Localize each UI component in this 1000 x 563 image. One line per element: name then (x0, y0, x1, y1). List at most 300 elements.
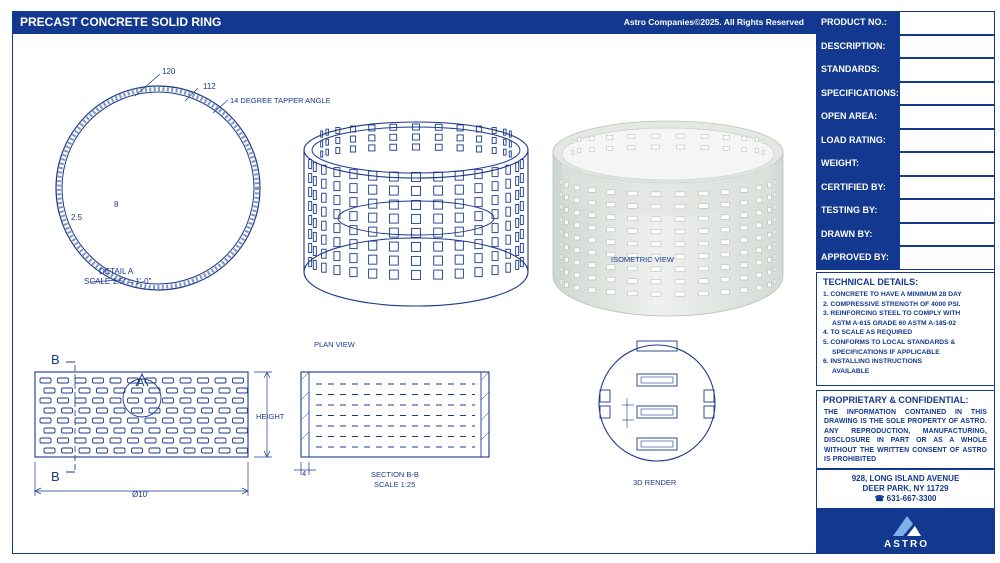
prop-value[interactable] (899, 246, 995, 270)
plan-slot (389, 228, 398, 237)
elevation-slot (145, 418, 156, 423)
iso-slot (651, 242, 661, 247)
prop-row-weight (816, 152, 995, 176)
elevation-slot (97, 448, 108, 453)
iso-slot (740, 200, 747, 205)
elevation-slot (145, 398, 156, 403)
iso-slot (651, 229, 661, 234)
prop-row-description (816, 35, 995, 59)
plan-slot (369, 269, 377, 278)
plan-slot (334, 266, 340, 275)
iso-slot (560, 217, 562, 222)
iso-slot (721, 252, 729, 256)
plan-slot (389, 256, 398, 265)
plan-slot (520, 230, 523, 239)
iso-slot (565, 283, 568, 288)
elevation-slot (233, 438, 244, 443)
elevation-slot (97, 388, 108, 393)
iso-slot (565, 233, 568, 238)
plan-slot (412, 172, 421, 181)
plan-slot (506, 207, 511, 216)
plan-slot (350, 212, 357, 221)
iso-slot (756, 198, 761, 203)
technical-item: 1. CONCRETE TO HAVE A MINIMUM 28 DAY (823, 291, 962, 298)
plan-slot (412, 270, 421, 279)
iso-slot (560, 267, 562, 272)
elevation-slot (202, 388, 213, 393)
plan-slot (334, 196, 340, 205)
elevation-slot (215, 398, 226, 403)
iso-slot (740, 225, 747, 230)
iso-slot (607, 227, 615, 232)
plan-slot (506, 235, 511, 244)
iso-slot (588, 275, 595, 280)
elevation-slot (184, 448, 195, 453)
prop-label: DESCRIPTION: (816, 35, 899, 59)
iso-slot (560, 192, 562, 197)
plan-slot (516, 218, 519, 227)
plan-slot (520, 216, 523, 225)
iso-slot (588, 200, 595, 205)
elevation-slot (110, 418, 121, 423)
iso-slot (740, 288, 747, 293)
iso-slot (740, 250, 747, 255)
plan-slot-back (390, 144, 397, 150)
iso-slot (607, 202, 615, 207)
elevation-slot (167, 388, 178, 393)
iso-slot (740, 238, 747, 243)
iso-slot (588, 213, 595, 218)
technical-item: 4. TO SCALE AS REQUIRED (823, 329, 913, 337)
plan-slot-back (457, 125, 463, 131)
iso-slot (607, 277, 615, 282)
iso-slot (768, 183, 771, 188)
prop-row-standards (816, 58, 995, 82)
plan-slot-back (492, 137, 496, 143)
plan-view-slots (309, 124, 524, 279)
isometric-render (553, 121, 783, 316)
iso-slot (774, 267, 776, 272)
elevation-slot (93, 398, 104, 403)
iso-slot (651, 292, 661, 297)
plan-slot-back (369, 145, 375, 151)
drawing-title: PRECAST CONCRETE SOLID RING (20, 15, 222, 29)
iso-slot (574, 248, 579, 253)
plan-slot-back (413, 134, 420, 140)
plan-slot-back (476, 136, 481, 142)
elevation-slot (62, 388, 73, 393)
iso-slot (574, 273, 579, 278)
iso-slot (699, 216, 708, 221)
plan-slot-back (350, 136, 355, 142)
elevation-slot (44, 428, 55, 433)
elevation-slot (93, 378, 104, 383)
elevation-slot (79, 388, 90, 393)
elevation-slot (58, 418, 69, 423)
iso-slot (768, 245, 771, 250)
prop-row-specifications (816, 82, 995, 106)
prop-value[interactable] (899, 11, 995, 35)
taper-note: 14 DEGREE TAPPER ANGLE (230, 96, 331, 105)
plan-slot (492, 182, 498, 191)
elevation-slot (75, 438, 86, 443)
plan-slot-back (336, 137, 340, 143)
iso-slot (574, 235, 579, 240)
iso-slot-back (652, 145, 660, 149)
plan-slot (412, 228, 421, 237)
prop-value[interactable] (899, 82, 995, 106)
plan-slot-back (509, 151, 511, 157)
iso-slot (675, 229, 685, 234)
plan-slot (412, 186, 421, 195)
prop-value[interactable] (899, 223, 995, 247)
iso-slot (756, 223, 761, 228)
dim-120: 120 (162, 67, 176, 76)
elevation-slot (97, 428, 108, 433)
plan-slot (369, 241, 377, 250)
plan-slot (516, 162, 519, 171)
prop-label: STANDARDS: (816, 58, 899, 82)
prop-label: LOAD RATING: (816, 129, 899, 153)
plan-slot (313, 232, 316, 241)
plan-slot-back (326, 129, 328, 135)
iso-slot (574, 223, 579, 228)
plan-slot (334, 252, 340, 261)
plan-slot (412, 214, 421, 223)
elevation-slot (58, 438, 69, 443)
elevation-slot (233, 378, 244, 383)
plan-slot (389, 172, 398, 181)
detail-a-title: DETAIL A (99, 267, 134, 276)
prop-label: DRAWN BY: (816, 223, 899, 247)
elevation-slot (198, 378, 209, 383)
plan-slot (389, 214, 398, 223)
plan-slot (516, 190, 519, 199)
iso-slot (675, 192, 685, 197)
plan-slot (516, 246, 519, 255)
plan-slot-back (435, 134, 442, 140)
elevation-slot (215, 378, 226, 383)
iso-slot-back (762, 139, 764, 143)
iso-slot-back (723, 135, 729, 139)
prop-value[interactable] (899, 199, 995, 223)
iso-slot (628, 266, 637, 271)
plan-slot (434, 186, 443, 195)
iso-slot (699, 291, 708, 296)
iso-slot (565, 245, 568, 250)
plan-slot (412, 256, 421, 265)
plan-slot (492, 252, 498, 261)
plan-slot (350, 254, 357, 263)
technical-item: 5. CONFORMS TO LOCAL STANDARDS & (823, 338, 956, 346)
iso-slot-back (742, 147, 747, 151)
plan-slot (369, 185, 377, 194)
iso-slot (574, 285, 579, 290)
elevation-slot (40, 378, 51, 383)
prop-row-drawn-by (816, 223, 995, 247)
plan-slot (309, 202, 312, 211)
elevation-slot (219, 448, 230, 453)
technical-details (816, 272, 995, 386)
plan-slot (434, 256, 443, 265)
iso-slot-back (652, 134, 660, 138)
address-block (816, 469, 995, 509)
plan-slot (389, 186, 398, 195)
wall-dim: 4 (302, 469, 307, 478)
elevation-slot (75, 378, 86, 383)
plan-slot (309, 230, 312, 239)
iso-slot (675, 267, 685, 272)
iso-slot (560, 230, 562, 235)
elevation-slot (58, 398, 69, 403)
isometric-view-label: ISOMETRIC VIEW (611, 255, 674, 264)
elevation-slot (180, 418, 191, 423)
prop-row-product-no (816, 11, 995, 35)
iso-slot (607, 240, 615, 245)
plan-slot (309, 244, 312, 253)
prop-value[interactable] (899, 152, 995, 176)
iso-slot (774, 242, 776, 247)
plan-slot (434, 242, 443, 251)
plan-slot-back (390, 134, 397, 140)
plan-slot-back (350, 146, 355, 152)
iso-slot (628, 204, 637, 209)
iso-slot (699, 266, 708, 271)
plan-slot (492, 196, 498, 205)
plan-slot (313, 176, 316, 185)
iso-slot (565, 183, 568, 188)
elevation-slot (219, 428, 230, 433)
plan-slot (369, 213, 377, 222)
iso-slot (768, 208, 771, 213)
iso-slot (699, 279, 708, 284)
elevation-slot (219, 408, 230, 413)
iso-slot (588, 188, 595, 193)
iso-slot (651, 192, 661, 197)
plan-slot (475, 268, 482, 277)
elevation-slot (40, 398, 51, 403)
plan-slot (412, 242, 421, 251)
elevation-slot (114, 388, 125, 393)
section-mark-b-top: B (51, 352, 60, 367)
elevation-slot (62, 428, 73, 433)
plan-slot (520, 174, 523, 183)
prop-value[interactable] (899, 105, 995, 129)
iso-slot (651, 279, 661, 284)
plan-slot (369, 255, 377, 264)
elevation-slot (110, 378, 121, 383)
plan-slot (322, 235, 327, 244)
address-line-1: 928, LONG ISLAND AVENUE (851, 474, 960, 483)
iso-slot (560, 205, 562, 210)
elevation-slot (233, 418, 244, 423)
plan-slot (322, 263, 327, 272)
plan-slot-back (326, 139, 328, 145)
iso-slot (565, 195, 568, 200)
iso-slot-back (589, 147, 594, 151)
elevation-slot (44, 408, 55, 413)
plan-slot (520, 202, 523, 211)
plan-slot (389, 270, 398, 279)
iso-slot-back (572, 150, 574, 154)
plan-slot (313, 190, 316, 199)
elevation-slot (93, 418, 104, 423)
elevation-slot (44, 448, 55, 453)
iso-slot (675, 292, 685, 297)
elevation-slot (75, 398, 86, 403)
iso-slot (588, 263, 595, 268)
elevation-slot (149, 448, 160, 453)
plan-slot (455, 255, 463, 264)
elevation-slot (40, 418, 51, 423)
elevation-slot (145, 438, 156, 443)
plan-slot-back (321, 131, 323, 137)
plan-slot (313, 246, 316, 255)
plan-slot (455, 241, 463, 250)
dim-8: 8 (114, 200, 119, 209)
prop-label: WEIGHT: (816, 152, 899, 176)
elevation-slot (167, 408, 178, 413)
iso-slot (607, 265, 615, 270)
prop-value[interactable] (899, 176, 995, 200)
iso-slot (560, 255, 562, 260)
prop-row-open-area (816, 105, 995, 129)
plan-slot-back (492, 147, 496, 153)
iso-slot-back (723, 146, 729, 150)
elevation-slot (163, 398, 174, 403)
iso-slot (628, 279, 637, 284)
iso-slot (768, 270, 771, 275)
iso-slot (774, 180, 776, 185)
dim-2-5: 2.5 (71, 213, 83, 222)
iso-slot (756, 235, 761, 240)
iso-slot (565, 258, 568, 263)
elevation-slot (128, 438, 139, 443)
copyright-text: Astro Companies©2025. All Rights Reserved (623, 17, 804, 27)
iso-slot (628, 216, 637, 221)
iso-slot-back (578, 149, 581, 153)
plan-slot-back (369, 125, 375, 131)
technical-details-title: TECHNICAL DETAILS: (823, 277, 919, 287)
iso-slot (774, 255, 776, 260)
iso-slot (756, 210, 761, 215)
plan-slot (516, 232, 519, 241)
iso-slot (675, 204, 685, 209)
plan-slot (492, 238, 498, 247)
plan-view-ring (304, 122, 528, 306)
iso-slot (699, 254, 708, 258)
elevation-slot (79, 428, 90, 433)
prop-value[interactable] (899, 129, 995, 153)
iso-slot (588, 238, 595, 243)
plan-slot-back (509, 141, 511, 147)
elevation-slot (114, 428, 125, 433)
plan-slot (313, 260, 316, 269)
elevation-slot (93, 438, 104, 443)
plan-slot (516, 204, 519, 213)
iso-slot (651, 217, 661, 222)
plan-slot (309, 188, 312, 197)
iso-slot (721, 277, 729, 282)
plan-slot (309, 160, 312, 169)
plan-slot (350, 268, 357, 277)
elevation-slot (215, 438, 226, 443)
proprietary-title: PROPRIETARY & CONFIDENTIAL: (823, 395, 969, 405)
iso-slot (756, 185, 761, 190)
iso-slot (675, 254, 685, 259)
elevation-slot (132, 428, 143, 433)
elevation-slot (79, 408, 90, 413)
plan-slot (516, 260, 519, 269)
phone-number: ☎ 631-667-3300 (874, 494, 937, 503)
iso-slot (721, 215, 729, 220)
technical-details-list (817, 290, 994, 376)
elevation-slot (180, 398, 191, 403)
plan-slot (475, 254, 482, 263)
iso-slot (740, 263, 747, 268)
iso-slot (574, 198, 579, 203)
astro-logo-icon (889, 514, 925, 538)
logo-wordmark: ASTRO (884, 539, 929, 550)
plan-slot (492, 266, 498, 275)
elevation-slot (202, 448, 213, 453)
iso-slot (675, 279, 685, 284)
iso-slot (721, 240, 729, 245)
iso-slot-back (572, 139, 574, 143)
iso-slot (675, 242, 685, 247)
elevation-slot (79, 448, 90, 453)
prop-value[interactable] (899, 35, 995, 59)
elevation-slot (132, 448, 143, 453)
plan-slot (334, 210, 340, 219)
elevation-slot (97, 408, 108, 413)
elevation-view (35, 362, 272, 496)
iso-slot (721, 290, 729, 295)
section-b-b (294, 372, 489, 475)
elevation-slot (163, 438, 174, 443)
iso-slot (588, 288, 595, 293)
iso-slot (651, 204, 661, 209)
plan-slot (506, 221, 511, 230)
iso-slot-back (606, 146, 612, 150)
iso-slot (651, 267, 661, 272)
prop-value[interactable] (899, 58, 995, 82)
technical-item: 2. COMPRESSIVE STRENGTH OF 4000 PSI. (823, 300, 961, 308)
plan-slot (350, 184, 357, 193)
elevation-slot (62, 408, 73, 413)
elevation-slot (114, 448, 125, 453)
elevation-slots (40, 378, 248, 453)
iso-slot-back (677, 134, 685, 138)
prop-label: PRODUCT NO.: (816, 11, 899, 35)
iso-slot (607, 290, 615, 295)
iso-slot (565, 270, 568, 275)
elevation-slot (58, 378, 69, 383)
plan-slot (334, 182, 340, 191)
iso-slot (740, 275, 747, 280)
plan-slot-back (413, 144, 420, 150)
iso-slot (768, 233, 771, 238)
plan-slot (309, 174, 312, 183)
section-title: SECTION B-B (371, 470, 419, 479)
prop-row-load-rating (816, 129, 995, 153)
iso-slot (768, 283, 771, 288)
iso-slot-back (742, 136, 747, 140)
iso-slot-back (755, 149, 758, 153)
iso-slot (756, 248, 761, 253)
plan-slot (520, 244, 523, 253)
elevation-slot (184, 428, 195, 433)
